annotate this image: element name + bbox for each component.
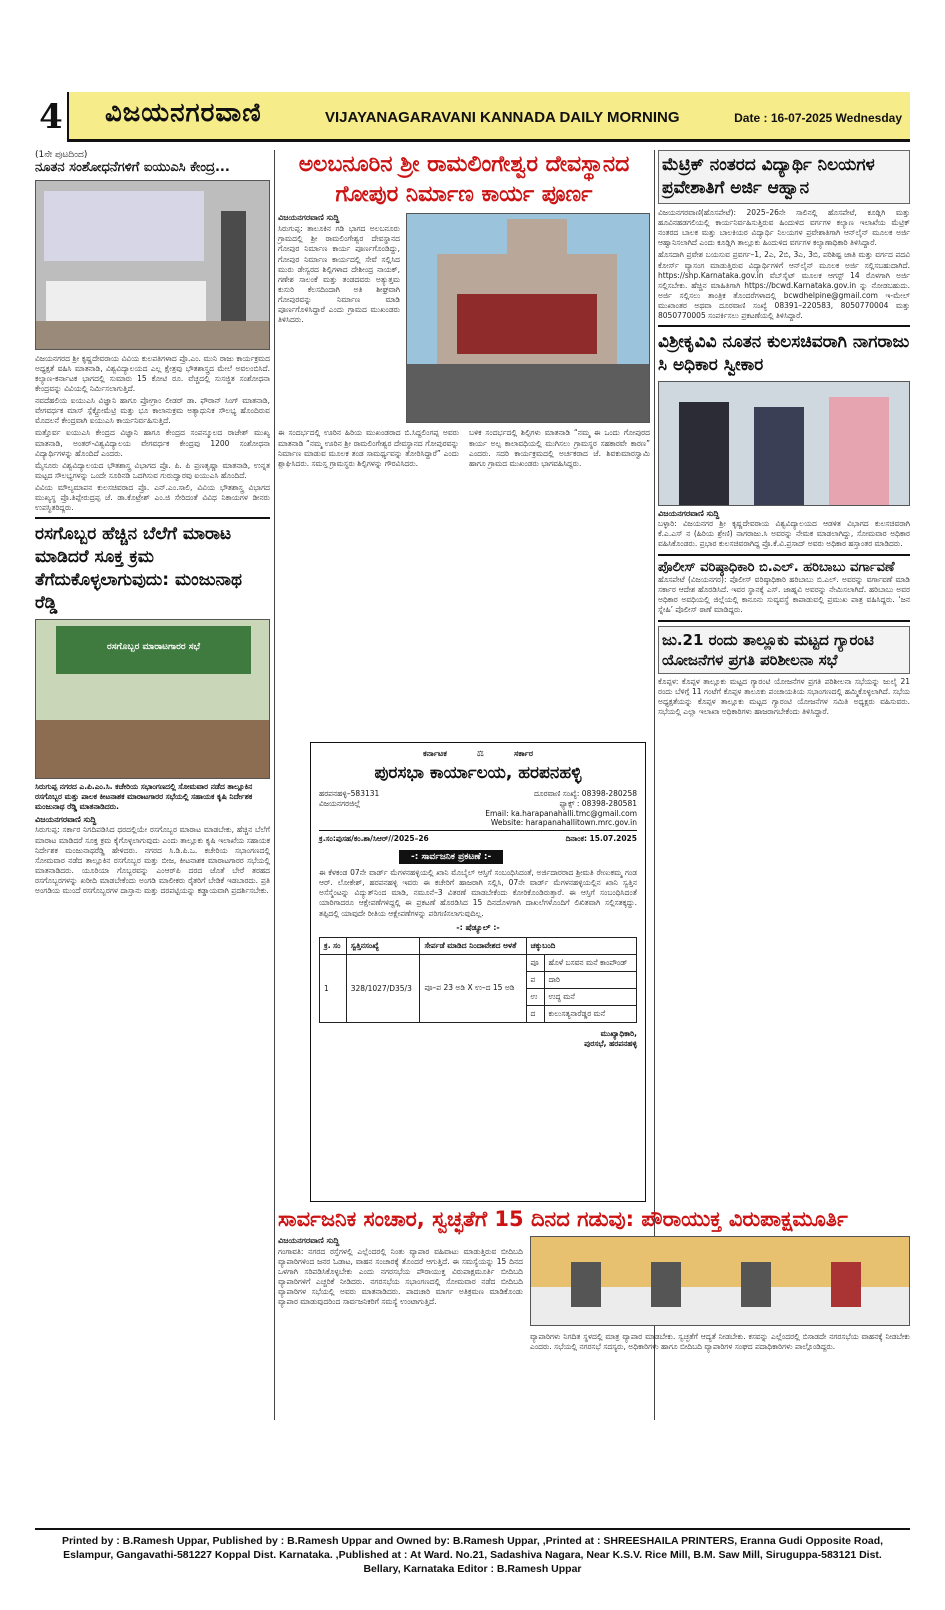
table-cell: ಹೊಳೆ ಬಸವನ ಮನೆ ಕಾಂಪೌಂಡ್ [544, 954, 637, 971]
article-iuac-body [35, 354, 270, 514]
divider [658, 325, 910, 327]
imprint-footer [35, 1528, 910, 1577]
article-street-vendors-content [278, 1236, 910, 1506]
photo-temple-gopura [406, 213, 650, 423]
article-paragraph: ಈ ಸಂದರ್ಭದಲ್ಲಿ ಊರಿನ ಹಿರಿಯ ಮುಖಂಡರಾದ ಬಿ.ಸಿದ್ದಲಿಂಗಪ್ಪ ಅವರು ಮಾತನಾಡಿ “ನಮ್ಮ ಊರಿನ ಶ್ರೀ ರಾಮಲಿಂಗೇಶ್ವರ ದೇವಸ್ಥಾನದ ಗೋಪುರವನ್ನು ನಿರ್ಮಾಣ ಮಾಡುವ ಮೂಲಕ ತಂಡ ಸಾಮರ್ಥ್ಯವನ್ನು ತೋರಿಸಿದ್ದಾರೆ” ಎಂದು ಶ್ಲಾಘಿಸಿದರು. ಸಮಸ್ತ ಗ್ರಾಮಸ್ಥರು ಶಿಲ್ಪಿಗಳನ್ನು ಗೌರವಿಸಿದರು. [278, 428, 459, 468]
table-cell: 1 [320, 954, 347, 1022]
photo-street-vendors-meeting [530, 1236, 910, 1326]
table-cell: ಪ [526, 971, 544, 988]
article-temple-body: ಸಿರುಗುಪ್ಪ: ತಾಲೂಕಿನ ಗಡಿ ಭಾಗದ ಅಲಬನೂರು ಗ್ರಾಮದಲ್ಲಿ ಶ್ರೀ ರಾಮಲಿಂಗೇಶ್ವರ ದೇವಸ್ಥಾನದ ಗೋಪುರ ನಿರ್ಮಾಣ ಕಾರ್ಯ ಪೂರ್ಣಗೊಂಡಿದ್ದು, ಗೋಪುರ ನಿರ್ಮಾಣ ಕಾರ್ಯದಲ್ಲಿ ಸೇವೆ ಸಲ್ಲಿಸಿದ ಮುರು ಡೇಸ್ವರದ ಶಿಲ್ಪಿಗಳಾದ ದೇಶೀಂದ್ರ ನಾಯಕ್, ಗಣೇಶ ಸಾಲಂಕೆ ಮತ್ತು ತಂಡದವರು ಅತ್ಯುತ್ತಮ ಕುಸುರಿ ಕೆಲಸದಿಂದಾಗಿ ಅತಿ ಶೀಘ್ರವಾಗಿ ಗೋಪುರವನ್ನು ನಿರ್ಮಾಣ ಮಾಡಿ ಪೂರ್ಣಗೊಳಿಸಿದ್ದಾರೆ ಎಂದು ಗ್ರಾಮದ ಮುಖಂಡರು ತಿಳಿಸಿದರು. [278, 224, 400, 325]
notice-website: Website: harapanahallitown.mrc.gov.in [490, 818, 637, 827]
table-row [320, 954, 637, 971]
divider [319, 830, 637, 831]
notice-schedule-title: -: ಷೆಡ್ಯೂಲ್ :- [456, 922, 500, 932]
masthead-date: Date : 16-07-2025 Wednesday [734, 111, 902, 125]
table-header: ಚಕ್ಕುಬಂದಿ [526, 937, 636, 954]
article-registrar-body: ಬಳ್ಳಾರಿ: ವಿಜಯನಗರ ಶ್ರೀ ಕೃಷ್ಣದೇವರಾಯ ವಿಶ್ವವಿದ್ಯಾಲಯದ ಆಡಳಿತ ವಿಭಾಗದ ಕುಲಸಚಿವರಾಗಿ ಕೆ.ಎ.ಎಸ್ ನ (ಹಿರಿಯ ಶ್ರೇಣಿ) ನಾಗರಾಜು.ಸಿ ಅವರನ್ನು ನೇಮಕ ಮಾಡಲಾಗಿದ್ದು, ಸೋಮವಾರ ಅಧಿಕಾರ ವಹಿಸಿಕೊಂಡರು. ಪ್ರಭಾರ ಕುಲಸಚಿವರಾಗಿದ್ದ ಪ್ರೊ.ಕೆ.ವಿ.ಪ್ರಸಾದ್ ಅವರು ಅಧಿಕಾರ ಹಸ್ತಾಂತರ ಮಾಡಿದರು. [658, 519, 910, 549]
table-header-row [320, 937, 637, 954]
notice-tag: -: ಸಾರ್ವಜನಿಕ ಪ್ರಕಟಣೆ :- [399, 850, 503, 864]
divider [35, 517, 270, 519]
table-cell: 328/1027/D35/3 [346, 954, 420, 1022]
table-cell: ಕುಲುಸತ್ಯನಾರೆಡ್ಡರ ಮನೆ [544, 1005, 637, 1022]
notice-fax: ಫ್ಯಾಕ್ಸ್ : 08398-280581 [559, 799, 637, 808]
notice-pin: ಹರಪನಹಳ್ಳಿ–583131 [319, 789, 380, 798]
divider [658, 554, 910, 556]
article-hostel-body [658, 208, 910, 321]
table-cell: ದಾರಿ [544, 971, 637, 988]
notice-schedule-table [319, 937, 637, 1023]
notice-email: Email: ka.harapanahalli.tmc@gmail.com [485, 809, 637, 818]
notice-text: ಈ ಕೆಳಕಂಡ 07ನೇ ವಾರ್ಡ್ ಮೆಗಳನಹಳ್ಳಿಯಲ್ಲಿ ಖಾನಿ ಮೊಬೈಲ್ ಆಸ್ತಿಗೆ ಸಂಬಂಧಿಸಿದಂತೆ, ಅರ್ಜಿದಾರರಾದ ಶ್ರೀಮತಿ ರೇಣುಕಮ್ಮ ಗಂಡ ಆರ್. ಲೋಕೇಶ್, ಹರಪನಹಳ್ಳಿ ಇವರು ಈ ಕಚೇರಿಗೆ ಹಾಜರಾಗಿ ಸಲ್ಲಿಸಿ, 07ನೇ ವಾರ್ಡ್ ಮೆಗಳನಹಳ್ಳಿಯಲ್ಲಿನ ಖಾನಿ ಸ್ವತ್ತಿನ ಅಸೆಸ್ಮೆಂಟನ್ನು ವಿದ್ಯುತ್‌ನಿಂದ ಮಾಡಿ, ನಮೂನೆ–3 ವಿತರಣೆ ಮಾಡಬೇಕೆಂದು ಕೋರಿಕೊಂಡಿರುತ್ತಾರೆ. ಈ ಆಸ್ತಿಗೆ ಸಂಬಂಧಿಸಿದಂತೆ ಯಾರಿಗಾದರೂ ಆಕ್ಷೇಪಣೆಗಳಿದ್ದಲ್ಲಿ ಈ ಪ್ರಕಟಣೆ ಹೊರಡಿಸಿದ 15 ದಿನದೊಳಗಾಗಿ ದಾಖಲೆಗಳೊಂದಿಗೆ ಲಿಖಿತವಾಗಿ ಸಲ್ಲಿಸತಕ್ಕದ್ದು. ತಪ್ಪಿದಲ್ಲಿ ಯಾವುದೇ ರೀತಿಯ ಆಕ್ಷೇಪಣೆಗಳನ್ನು ಪರಿಗಣಿಸಲಾಗುವುದಿಲ್ಲ. [319, 868, 637, 918]
article-paragraph: ಹೊಸದಾಗಿ ಪ್ರವೇಶ ಬಯಸುವ ಪ್ರವರ್ಗ–1, 2ಎ, 2ಬಿ, 3ಎ, 3ಬಿ, ಪರಿಶಿಷ್ಟ ಜಾತಿ ಮತ್ತು ವರ್ಗದ ಪದವಿ ಕೋರ್ಸ್ ವ್ಯಾಸಂಗ ಮಾಡುತ್ತಿರುವ ವಿದ್ಯಾರ್ಥಿಗಳಿಗೆ ಆನ್‌ಲೈನ್ ಮೂಲಕ ಅರ್ಜಿ ಸಲ್ಲಿಸಬಹುದಾಗಿದೆ. https://shp.Karnataka.gov.in ವೆಬ್‌ಸೈಟ್ ಮೂಲಕ ಆಗಸ್ಟ್ 14 ರೊಳಗಾಗಿ ಅರ್ಜಿ ಸಲ್ಲಿಸಬೇಕು. ಹೆಚ್ಚಿನ ಮಾಹಿತಿಗಾಗಿ https://bcwd.Karnataka.gov.in ನ್ನು ನೋಡಬಹುದು. ಅರ್ಜಿ ಸಲ್ಲಿಸಲು ತಾಂತ್ರಿಕ ತೊಂದರೆಗಳಾದಲ್ಲಿ bcwdhelpine@gmail.com ಇ-ಮೇಲ್ ಮುಖಾಂತರ ಅಥವಾ ದೂರವಾಣಿ ಸಂಖ್ಯೆ 08391–220583, 8050770004 ಮತ್ತು 8050770005 ಸಂಪರ್ಕಿಸಲು ಪ್ರಕಟಣೆಯಲ್ಲಿ ತಿಳಿಸಿದ್ದಾರೆ. [658, 250, 910, 321]
column-left [35, 150, 270, 896]
newspaper-page [35, 92, 910, 1522]
notice-date: ದಿನಾಂಕ: 15.07.2025 [565, 834, 637, 843]
photo-caption: ಸಿರುಗುಪ್ಪ ನಗರದ ಎ.ಪಿ.ಎಂ.ಸಿ. ಕಚೇರಿಯ ಸಭಾಂಗಣದಲ್ಲಿ ಸೋಮವಾರ ನಡೆದ ತಾಲ್ಲೂಕಿನ ರಸಗೊಬ್ಬರ ಮತ್ತು ಪಾಲಕ ಕೀಟನಾಶಕ ಮಾರಾಟಗಾರರ ಸಭೆಯಲ್ಲಿ ಸಹಾಯಕ ಕೃಷಿ ನಿರ್ದೇಶಕ ಮಂಜುನಾಥ ರೆಡ್ಡಿ ಮಾತನಾಡಿದರು. [35, 782, 253, 811]
notice-government: ಸರ್ಕಾರ [513, 749, 534, 758]
table-header: ಸೇರ್ಪಡೆ ಮಾಡಿದ ನಿಂದಾವೇಶದ ಅಳತೆ [420, 937, 526, 954]
headline-iuac: ನೂತನ ಸಂಶೋಧನೆಗಳಿಗೆ ಐಯುಎಸಿ ಕೇಂದ್ರ... [35, 160, 230, 175]
article-paragraph: ಮೈಸೂರು ವಿಶ್ವವಿದ್ಯಾಲಯದ ಭೌತಶಾಸ್ತ್ರ ವಿಭಾಗದ ಪ್ರೊ. ಪಿ. ಪಿ ಪ್ರಣತೃಷ್ಣಾ ಮಾತನಾಡಿ, ಉನ್ನತ ಮಟ್ಟದ ಸೌಲಭ್ಯಗಳನ್ನು ಒಂದೇ ಸೂರಿನಡಿ ಒದಗಿಸುವ ಗುರುದ್ವಾರವು ಐಯುಎಸಿ ಹೊಂದಿದೆ. [35, 460, 270, 480]
headline-fertilizer: ರಸಗೊಬ್ಬರ ಹೆಚ್ಚಿನ ಬೆಲೆಗೆ ಮಾರಾಟ ಮಾಡಿದರೆ ಸೂಕ್ತ ಕ್ರಮ ತೆಗೆದುಕೊಳ್ಳಲಾಗುವುದು: ಮಂಜುನಾಥ ರೆಡ್ಡಿ [35, 524, 242, 614]
notice-contact-row [319, 818, 637, 827]
notice-signatory-office: ಪುರಸಭೆ, ಹರಪನಹಳ್ಳಿ [584, 1038, 637, 1048]
notice-contact-row [319, 809, 637, 818]
table-cell: ಉದ್ಧ ಮನೆ [544, 988, 637, 1005]
notice-phone: ದೂರವಾಣಿ ಸಂಖ್ಯೆ: 08398-280258 [534, 789, 637, 798]
article-paragraph: ವಿಜಯನಗರವಾಣಿ(ಹೊಸಪೇಟೆ): 2025–26ನೇ ಸಾಲಿನಲ್ಲಿ ಹೊಸಪೇಟೆ, ಕೂಡ್ಲಿಗಿ ಮತ್ತು ಹೂವಿನಹಡಗಲಿಯಲ್ಲಿ ಕಾರ್ಯನಿರ್ವಹಿಸುತ್ತಿರುವ ಹಿಂದುಳಿದ ವರ್ಗಗಳ ಕಲ್ಯಾಣ ಇಲಾಖೆಯ ಮೆಟ್ರಿಕ್ ನಂತರದ ಬಾಲಕ ಮತ್ತು ಬಾಲಕಿಯರ ವಿದ್ಯಾರ್ಥಿ ನಿಲಯಗಳ ಪ್ರವೇಶಾತಿಗಾಗಿ ಆನ್‌ಲೈನ್ ಮೂಲಕ ಅರ್ಜಿ ಆಹ್ವಾನಿಸಲಾಗಿದೆ ಎಂದು ಕೂಡ್ಲಿಗಿ ತಾಲ್ಲೂಕು ಹಿಂದುಳಿದ ವರ್ಗಗಳ ಕಲ್ಯಾಣಾಧಿಕಾರಿ ತಿಳಿಸಿದ್ದಾರೆ. [658, 207, 910, 248]
headline-registrar: ವಿಶ್ರೀಕೃವಿವಿ ನೂತನ ಕುಲಸಚಿವರಾಗಿ ನಾಗರಾಜು ಸಿ ಅಧಿಕಾರ ಸ್ವೀಕಾರ [658, 332, 910, 376]
headline-temple: ಅಲಬನೂರಿನ ಶ್ರೀ ರಾಮಲಿಂಗೇಶ್ವರ ದೇವಸ್ಥಾನದ ಗೋಪುರ ನಿರ್ಮಾಣ ಕಾರ್ಯ ಪೂರ್ಣ [298, 152, 630, 207]
column-center [278, 150, 650, 633]
column-divider [274, 150, 275, 1420]
divider [658, 620, 910, 622]
article-paragraph: ಗಂಗಾವತಿ: ನಗರದ ರಸ್ತೆಗಳಲ್ಲಿ ಎಲ್ಲೆಂದರಲ್ಲಿ ನಿಂತು ವ್ಯಾಪಾರ ವಹಿವಾಟು ಮಾಡುತ್ತಿರುವ ಬೀದಿಬದಿ ವ್ಯಾಪಾರಿಗಳಿಂದ ಜನರ ಓಡಾಟ, ವಾಹನ ಸಂಚಾರಕ್ಕೆ ತೊಂದರೆ ಆಗುತ್ತಿದೆ. ಈ ಸಮಸ್ಯೆಯನ್ನು 15 ದಿನದ ಒಳಗಾಗಿ ಸರಿಪಡಿಸಿಕೊಳ್ಳಬೇಕು ಎಂದು ನಗರಸಭೆಯ ಪೌರಾಯುಕ್ತ ವಿರುಪಾಕ್ಷಮೂರ್ತಿ ಬೀದಿಬದಿ ವ್ಯಾಪಾರಿಗಳಿಗೆ ಎಚ್ಚರಿಕೆ ನೀಡಿದರು. ನಗರಸಭೆಯ ಸಭಾಂಗಣದಲ್ಲಿ ಸೋಮವಾರ ನಡೆದ ಬೀದಿಬದಿ ವ್ಯಾಪಾರಿಗಳ ಸಭೆಯಲ್ಲಿ ಅವರು ಮಾತನಾಡಿದರು. ಪಾದಚಾರಿ ಮಾರ್ಗ ಅತಿಕ್ರಮಣ ಮಾಡಿಕೊಂಡು ವ್ಯಾಪಾರ ಮಾಡುವುದರಿಂದ ಸಾರ್ವಜನಿಕರಿಗೆ ಸಮಸ್ಯೆ ಉಂಟಾಗುತ್ತಿದೆ. [278, 1246, 523, 1307]
headline-sp-transfer: ಪೊಲೀಸ್ ವರಿಷ್ಠಾಧಿಕಾರಿ ಬಿ.ಎಲ್. ಹರಿಬಾಬು ವರ್ಗಾವಣೆ [658, 559, 895, 575]
article-paragraph: ನವದೆಹಲಿಯ ಐಯುಎಸಿ ವಿಜ್ಞಾನಿ ಹಾಗೂ ಪ್ರೋಗ್ರಾಂ ಲೀಡರ್ ಡಾ. ಫೌರಾನ್ ಸಿಂಗ್ ಮಾತನಾಡಿ, ವೇಗವರ್ಧಕ ಮಾಸ್ ಸ್ಪೆಕ್ಟ್ರೋಮೆಟ್ರಿ ಮತ್ತು ಭೂ ಕಾಲಾನುಕ್ರಮ ಅತ್ಯಾಧುನಿಕ ಸೌಲಭ್ಯ ಹೊಂದಿರುವ ಮೊದಲನೆ ಕೇಂದ್ರವಾಗಿ ಐಯುಎಸಿ ಕಾರ್ಯನಿರ್ವಹಿಸುತ್ತಿದೆ. [35, 396, 270, 426]
notice-signature [319, 1029, 637, 1049]
notice-contact-row [319, 789, 637, 799]
photo-registrar [658, 381, 910, 506]
article-street-vendors-continued: ವ್ಯಾಪಾರಿಗಳು ನಿಗದಿತ ಸ್ಥಳದಲ್ಲಿ ಮಾತ್ರ ವ್ಯಾಪಾರ ಮಾಡಬೇಕು. ಸ್ವಚ್ಛತೆಗೆ ಆದ್ಯತೆ ನೀಡಬೇಕು. ಕಸವನ್ನು ಎಲ್ಲೆಂದರಲ್ಲಿ ಬಿಸಾಡದೇ ನಗರಸಭೆಯ ವಾಹನಕ್ಕೆ ನೀಡಬೇಕು ಎಂದರು. ಸಭೆಯಲ್ಲಿ ನಗರಸಭೆ ಸದಸ್ಯರು, ಅಧಿಕಾರಿಗಳು ಹಾಗೂ ಬೀದಿಬದಿ ವ್ಯಾಪಾರಿಗಳ ಸಂಘದ ಪದಾಧಿಕಾರಿಗಳು ಪಾಲ್ಗೊಂಡಿದ್ದರು. [530, 1332, 910, 1352]
imprint-line: Bellary, Karnataka Editor : B.Ramesh Uppar [363, 1563, 582, 1576]
notice-title: ಪುರಸಭಾ ಕಾರ್ಯಾಲಯ, ಹರಪನಹಳ್ಳಿ [374, 763, 582, 783]
photo-iuac-event [35, 180, 270, 350]
photo-fertilizer-meeting [35, 619, 270, 779]
notice-ref-row [319, 834, 637, 844]
table-cell: ಪೂ [526, 954, 544, 971]
page-number: 4 [35, 92, 69, 142]
article-sp-body: ಹೊಸಪೇಟೆ (ವಿಜಯನಗರ): ಪೊಲೀಸ್ ವರಿಷ್ಠಾಧಿಕಾರಿ ಹರಿಬಾಬು ಬಿ.ಎಲ್. ಅವರನ್ನು ವರ್ಗಾವಣೆ ಮಾಡಿ ಸರ್ಕಾರ ಆದೇಶ ಹೊರಡಿಸಿದೆ. ಇವರ ಸ್ಥಾನಕ್ಕೆ ಎಸ್. ಜಾಹ್ನವಿ ಅವರನ್ನು ನೇಮಿಸಲಾಗಿದೆ. ಹರಿಬಾಬು ಅವರ ಅಧಿಕಾರ ಅವಧಿಯಲ್ಲಿ ಜಿಲ್ಲೆಯಲ್ಲಿ ಕಾನೂನು ಸುವ್ಯವಸ್ಥೆ ಕಾಪಾಡುವಲ್ಲಿ ಪ್ರಮುಖ ಪಾತ್ರ ವಹಿಸಿದ್ದರು. ‘ಜನ ಸ್ನೇಹಿ’ ಪೊಲೀಸ್ ಠಾಣೆ ಮಾಡಿದ್ದರು. [658, 575, 910, 615]
byline: ವಿಜಯನಗರವಾಣಿ ಸುದ್ದಿ [278, 1236, 340, 1245]
table-cell: ಉ [526, 988, 544, 1005]
byline: ವಿಜಯನಗರವಾಣಿ ಸುದ್ದಿ [658, 509, 720, 519]
photo-banner-text: ರಸಗೊಬ್ಬರ ಮಾರಾಟಗಾರರ ಸಭೆ [106, 642, 201, 653]
table-cell: ದ [526, 1005, 544, 1022]
article-paragraph: ಬಳಿಕ ಸಂದರ್ಭದಲ್ಲಿ ಶಿಲ್ಪಿಗಳು ಮಾತನಾಡಿ “ನಮ್ಮ ಈ ಒಂದು ಗೋಪುರದ ಕಾರ್ಯ ಅಲ್ಪ ಕಾಲಾವಧಿಯಲ್ಲಿ ಮುಗಿಸಲು ಗ್ರಾಮಸ್ಥರ ಸಹಕಾರವೇ ಕಾರಣ” ಎಂದರು. ಸದರಿ ಕಾರ್ಯಕ್ರಮದಲ್ಲಿ ಅರ್ಚಕರಾದ ಜೆ. ಶಿವಕುಮಾರಸ್ವಾಮಿ ಹಾಗೂ ಗ್ರಾಮದ ಮುಖಂಡರು ಭಾಗವಹಿಸಿದ್ದರು. [469, 428, 650, 468]
article-paragraph: ವಿವಿಯ ಮೌಲ್ಯಮಾಪನ ಕುಲಸಚಿವರಾದ ಪ್ರೊ. ಎನ್.ಎಂ.ಸಾಲಿ, ವಿವಿಯ ಭೌತಶಾಸ್ತ್ರ ವಿಭಾಗದ ಮುಖ್ಯಸ್ಥ ಪ್ರೊ.ತಿಪ್ಪೇರುದ್ರಪ್ಪ ಜೆ. ಡಾ.ಕೊಟ್ರೇಶ್ ಎಂ.ಜಿ ಸೇರಿದಂತೆ ವಿವಿಧ ನಿಕಾಯಗಳ ಡೀನರು ಉಪಸ್ಥಿತರಿದ್ದರು. [35, 483, 270, 513]
masthead-title-kannada: ವಿಜಯನಗರವಾಣಿ [105, 98, 262, 128]
headline-street-vendors: ಸಾರ್ವಜನಿಕ ಸಂಚಾರ, ಸ್ವಚ್ಛತೆಗೆ 15 ದಿನದ ಗಡುವು: ಪೌರಾಯುಕ್ತ ವಿರುಪಾಕ್ಷಮೂರ್ತಿ [278, 1207, 848, 1231]
article-street-vendors-body [278, 1236, 523, 1308]
notice-contact-row [319, 799, 637, 809]
notice-state: ಕರ್ನಾಟಕ [422, 749, 447, 758]
article-temple [278, 213, 650, 428]
headline-hostel: ಮೆಟ್ರಿಕ್ ನಂತರದ ವಿದ್ಯಾರ್ಥಿ ನಿಲಯಗಳ ಪ್ರವೇಶಾತಿಗೆ ಅರ್ಜಿ ಆಹ್ವಾನ [658, 150, 910, 204]
table-header: ಕ್ರ. ಸಂ [320, 937, 347, 954]
masthead [35, 92, 910, 142]
imprint-line: Eslampur, Gangavathi-581227 Koppal Dist. Karnataka. ,Published at : At Ward. No.21, Sadashiva Nagara, Near K.S.V. Rice Mill, B.M. Saw Mill, Siruguppa-583121 Dist. [63, 1549, 882, 1562]
public-notice [310, 742, 646, 1202]
article-paragraph: ಮತ್ತೊರ್ವ ಐಯುಎಸಿ ಕೇಂದ್ರದ ವಿಜ್ಞಾನಿ ಹಾಗೂ ಕೇಂದ್ರದ ಸಂಪನ್ಮೂಲದ ರಾಜೇಶ್ ಮುಖ್ಯ ಮಾತನಾಡಿ, ಅಂತರ್-ವಿಶ್ವವಿದ್ಯಾಲಯ ವೇಗವರ್ಧಕ ಕೇಂದ್ರವು 1200 ಸಂಶೋಧನಾ ವಿದ್ಯಾರ್ಥಿಗಳನ್ನು ಹೊಂದಿದೆ ಎಂದರು. [35, 428, 270, 458]
notice-ref: ಕ್ರ.ಸಂ:ಪುಸಹ/ಕಂ.ಶಾ/ಸಿಆರ್//2025–26 [319, 834, 429, 843]
notice-district: ವಿಜಯನಗರಜಿಲ್ಲೆ [319, 799, 361, 808]
article-street-vendors [278, 1207, 910, 1506]
byline: ವಿಜಯನಗರವಾಣಿ ಸುದ್ದಿ [35, 815, 97, 825]
notice-government-line [319, 749, 637, 759]
imprint-line: Printed by : B.Ramesh Uppar, Published by : B.Ramesh Uppar and Owned by: B.Ramesh Uppar, ,Printed at : SHREESHAILA PRINTERS, Eranna Gudi Opposite Road, [61, 1535, 884, 1547]
article-paragraph: ವಿಜಯನಗರದ ಶ್ರೀ ಕೃಷ್ಣದೇವರಾಯ ವಿವಿಯ ಕುಲಪತಿಗಳಾದ ಪ್ರೊ.ಎಂ. ಮುನಿ ರಾಜು ಕಾರ್ಯಕ್ರಮದ ಅಧ್ಯಕ್ಷತೆ ವಹಿಸಿ ಮಾತನಾಡಿ, ವಿಶ್ವವಿದ್ಯಾಲಯದ ಎಲ್ಲ ಕ್ಷೇತ್ರವು ಭೌತಶಾಸ್ತ್ರದ ಮೇಲೆ ಅವಲಂಬಿಸಿದೆ. ಕಲ್ಯಾಣ-ಕರ್ನಾಟಕ ಭಾಗದಲ್ಲಿ ಸುಮಾರು 15 ಕೋಟಿ ರೂ. ವೆಚ್ಚದಲ್ಲಿ ಸುಸಜ್ಜಿತ ಸಂಶೋಧನಾ ಕೇಂದ್ರವನ್ನು ವಿವಿಯಲ್ಲಿ ನಿರ್ಮಿಸಲಾಗುತ್ತಿದೆ. [35, 353, 270, 393]
continued-kicker: (1ನೇ ಪುಟದಿಂದ) [35, 150, 88, 160]
article-temple-continued [278, 428, 650, 633]
column-right [658, 150, 910, 718]
article-guarantee-body: ಕೊಪ್ಪಳ: ಕೊಪ್ಪಳ ತಾಲ್ಲೂಕು ಮಟ್ಟದ ಗ್ಯಾರಂಟಿ ಯೋಜನೆಗಳ ಪ್ರಗತಿ ಪರಿಶೀಲನಾ ಸಭೆಯನ್ನು ಜುಲೈ 21 ರಂದು ಬೆಳಿಗ್ಗೆ 11 ಗಂಟೆಗೆ ಕೊಪ್ಪಳ ತಾಲೂಕು ಪಂಚಾಯತಿಯ ಸಭಾಂಗಣದಲ್ಲಿ ಹಮ್ಮಿಕೊಳ್ಳಲಾಗಿದೆ. ಸಭೆಯ ಅಧ್ಯಕ್ಷತೆಯನ್ನು ಕೊಪ್ಪಳ ತಾಲ್ಲೂಕು ಮಟ್ಟದ ಗ್ಯಾರಂಟಿ ಯೋಜನೆಗಳ ಸಮಿತಿ ಅಧ್ಯಕ್ಷರು ವಹಿಸುವರು. ಸಭೆಯಲ್ಲಿ ಎಲ್ಲಾ ಇಲಾಖಾ ಅಧಿಕಾರಿಗಳು ಹಾಜರಾಗಬೇಕೆಂದು ತಿಳಿಸಿದ್ದಾರೆ. [658, 677, 910, 717]
table-header: ಸ್ವತ್ತಿನಸಂಖ್ಯೆ [346, 937, 420, 954]
byline: ವಿಜಯನಗರವಾಣಿ ಸುದ್ದಿ [278, 213, 340, 223]
notice-signatory-title: ಮುಖ್ಯಾಧಿಕಾರಿ, [600, 1028, 637, 1038]
table-cell: ಪೂ–ಪ 23 ಅಡಿ X ಉ–ದ 15 ಅಡಿ [420, 954, 526, 1022]
emblem-icon: ⚖ [476, 749, 484, 758]
article-fertilizer-body: ಸಿರುಗುಪ್ಪ: ಸರ್ಕಾರ ನಿಗದಿಪಡಿಸಿದ ಧರದಲ್ಲಿಯೇ ರಸಗೊಬ್ಬರ ಮಾರಾಟ ಮಾಡಬೇಕು, ಹೆಚ್ಚಿನ ಬೆಲೆಗೆ ಮಾರಾಟ ಮಾಡಿದರೆ ಸೂಕ್ತ ಕ್ರಮ ಕೈಗೊಳ್ಳಲಾಗುವುದು ಎಂದು ತಾಲ್ಲೂಕು ಕೃಷಿ ಇಲಾಖೆಯ ಸಹಾಯಕ ನಿರ್ದೇಶಕ ಮಂಜುನಾಥರೆಡ್ಡಿ ಹೇಳಿದರು. ನಗರದ ಸಿ.ಡಿ.ಪಿ.ಒ. ಕಚೇರಿಯ ಸಭಾಂಗಣದಲ್ಲಿ ಸೋಮವಾರ ನಡೆದ ತಾಲ್ಲೂಕಿನ ರಸಗೊಬ್ಬರ ಮತ್ತು ಬೀಜ, ಕೀಟನಾಶಕ ಮಾರಾಟಗಾರರ ಸಭೆಯಲ್ಲಿ ಮಾತನಾಡಿದರು. ಯೂರಿಯಾ ಗೊಬ್ಬರವನ್ನು ಎಂಆರ್‌ಪಿ ದರದ ಜೊತೆ ಬೇರೆ ತರಹದ ರಸಗೊಬ್ಬರಗಳನ್ನು ಖರೀದಿ ಮಾಡಬೇಕೆಂದು ಅಂಗಡಿ ಮಾಲೀಕರು ರೈತರಿಗೆ ಬೇಡಿಕೆ ಇಡಬಾರದು. ಪ್ರತಿ ಅಂಗಡಿಯ ಮುಂದೆ ರಸಗೊಬ್ಬರಗಳ ದಾಸ್ತಾನು ಮತ್ತು ದರಪಟ್ಟಿಯನ್ನು ಕಡ್ಡಾಯವಾಗಿ ಪ್ರದರ್ಶಿಸಬೇಕು. [35, 825, 270, 896]
headline-guarantee-meeting: ಜು.21 ರಂದು ತಾಲ್ಲೂಕು ಮಟ್ಟದ ಗ್ಯಾರಂಟಿ ಯೋಜನೆಗಳ ಪ್ರಗತಿ ಪರಿಶೀಲನಾ ಸಭೆ [658, 626, 910, 675]
masthead-title-english: VIJAYANAGARAVANI KANNADA DAILY MORNING [325, 109, 680, 126]
